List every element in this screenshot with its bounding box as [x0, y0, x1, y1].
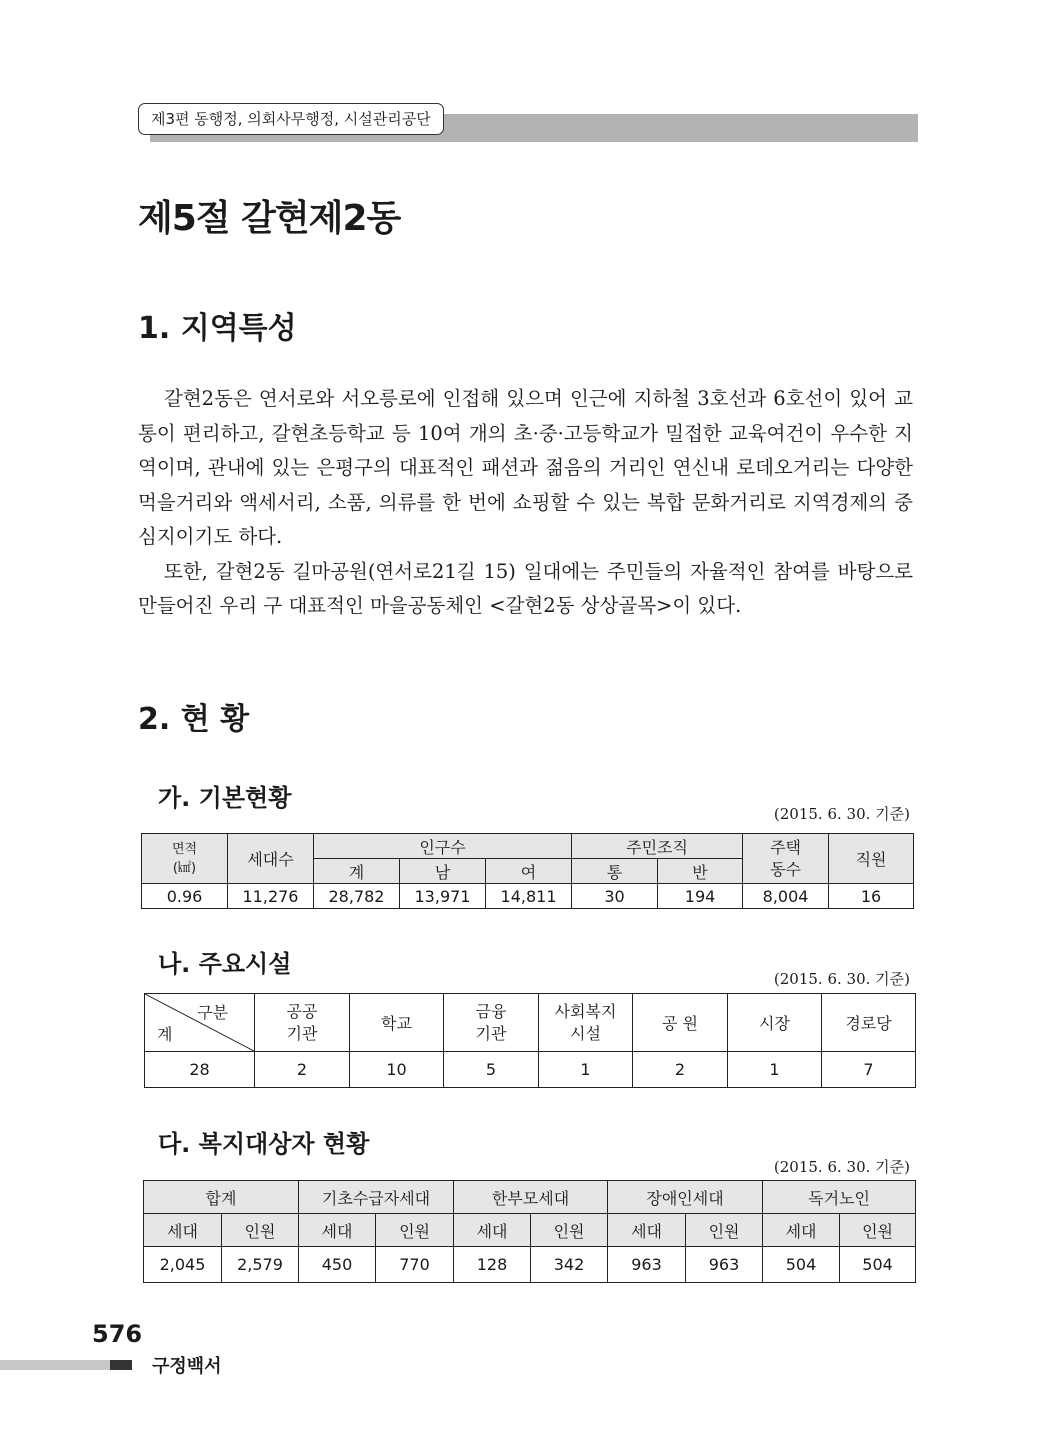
footer-book-title: 구정백서	[152, 1356, 222, 1377]
header-line: 시설	[570, 1023, 601, 1043]
table-cell: 0.96	[142, 884, 228, 909]
header-markets: 시장	[728, 994, 822, 1052]
heading-status: 2. 현 황	[138, 702, 250, 737]
table-cell: 2	[633, 1052, 728, 1088]
table-cell: 11,276	[228, 884, 314, 909]
subheading-basic-status: 가. 기본현황	[158, 784, 292, 812]
header-pop-male: 남	[400, 859, 486, 884]
table-cell: 2	[255, 1052, 350, 1088]
sub-header-persons: 인원	[376, 1214, 454, 1247]
group-header-single-parent: 한부모세대	[454, 1181, 608, 1214]
header-public-institutions	[255, 994, 350, 1052]
header-area-label: 면적	[171, 841, 198, 857]
table-cell: 7	[822, 1052, 916, 1088]
sub-header-persons: 인원	[686, 1214, 763, 1247]
table-cell: 13,971	[400, 884, 486, 909]
table-cell: 504	[763, 1247, 840, 1283]
sub-header-persons: 인원	[840, 1214, 916, 1247]
header-area	[142, 834, 228, 884]
heading-regional-characteristics: 1. 지역특성	[138, 311, 297, 346]
header-housing	[743, 834, 829, 884]
header-tong: 통	[572, 859, 658, 884]
table-cell: 2,045	[144, 1247, 222, 1283]
welfare-recipients-table	[143, 1180, 916, 1283]
header-welfare-facilities	[539, 994, 633, 1052]
sub-header-households: 세대	[299, 1214, 376, 1247]
corner-category-label: 구분	[197, 1003, 228, 1022]
header-pop-total: 계	[314, 859, 400, 884]
table-cell: 128	[454, 1247, 531, 1283]
header-housing-line1: 주택	[770, 837, 801, 857]
table-cell: 194	[658, 884, 743, 909]
sub-header-households: 세대	[144, 1214, 222, 1247]
sub-header-persons: 인원	[222, 1214, 299, 1247]
group-header-basic-livelihood: 기초수급자세대	[299, 1181, 454, 1214]
subheading-welfare-recipients: 다. 복지대상자 현황	[158, 1130, 370, 1158]
table-cell: 342	[531, 1247, 608, 1283]
table-cell: 14,811	[486, 884, 572, 909]
group-header-elderly-living-alone: 독거노인	[763, 1181, 916, 1214]
sub-header-households: 세대	[763, 1214, 840, 1247]
table-cell: 16	[829, 884, 914, 909]
running-header: 제3편 동행정, 의회사무행정, 시설관리공단	[138, 103, 444, 135]
header-housing-line2: 동수	[770, 859, 801, 879]
corner-header-cell	[145, 994, 255, 1052]
table-cell: 8,004	[743, 884, 829, 909]
header-senior-centers: 경로당	[822, 994, 916, 1052]
header-line: 금융	[475, 1001, 507, 1021]
table-cell: 2,579	[222, 1247, 299, 1283]
header-pop-female: 여	[486, 859, 572, 884]
header-ban: 반	[658, 859, 743, 884]
paragraph: 또한, 갈현2동 길마공원(연서로21길 15) 일대에는 주민들의 자율적인 참여를 바탕으로 만들어진 우리 구 대표적인 마을공동체인 <갈현2동 상상골목>이 있다.	[138, 559, 913, 617]
basic-status-table	[141, 833, 914, 909]
header-line: 공공	[286, 1001, 318, 1021]
sub-header-persons: 인원	[531, 1214, 608, 1247]
body-text	[138, 382, 913, 624]
header-population: 인구수	[314, 834, 572, 859]
header-line: 기관	[475, 1023, 507, 1043]
group-header-disabled: 장애인세대	[608, 1181, 763, 1214]
header-line: 기관	[286, 1023, 318, 1043]
header-schools: 학교	[350, 994, 444, 1052]
header-financial-institutions	[444, 994, 539, 1052]
table-cell: 5	[444, 1052, 539, 1088]
subheading-major-facilities: 나. 주요시설	[158, 950, 292, 978]
section-title: 제5절 갈현제2동	[138, 198, 401, 239]
header-parks: 공 원	[633, 994, 728, 1052]
paragraph: 갈현2동은 연서로와 서오릉로에 인접해 있으며 인근에 지하철 3호선과 6호선이 있어 교통이 편리하고, 갈현초등학교 등 10여 개의 초·중·고등학교가 밀접한 교육여건이 우수한 지역이며, 관내에 있는 은평구의 대표적인 패션과 젊음의 거리인 연신내 로데오거리는 다양한 먹을거리와 액세서리, 소품, 의류를 한 번에 쇼핑할 수 있는 복합 문화거리로 지역경제의 중심지이기도 하다.	[138, 387, 913, 548]
header-staff: 직원	[829, 834, 914, 884]
table-cell: 1	[539, 1052, 633, 1088]
table-cell: 10	[350, 1052, 444, 1088]
footer-marker	[110, 1360, 132, 1370]
table-cell: 450	[299, 1247, 376, 1283]
header-households: 세대수	[228, 834, 314, 884]
sub-header-households: 세대	[608, 1214, 686, 1247]
major-facilities-table	[144, 993, 916, 1088]
table-cell: 504	[840, 1247, 916, 1283]
reference-date-note: (2015. 6. 30. 기준)	[773, 805, 910, 823]
reference-date-note: (2015. 6. 30. 기준)	[773, 1158, 910, 1176]
corner-total-label: 계	[157, 1025, 173, 1044]
table-cell: 28	[145, 1052, 255, 1088]
header-area-unit: (㎢)	[172, 860, 197, 876]
group-header-total: 합계	[144, 1181, 299, 1214]
header-line: 사회복지	[554, 1001, 617, 1021]
page-number: 576	[92, 1320, 143, 1348]
table-cell: 1	[728, 1052, 822, 1088]
table-cell: 30	[572, 884, 658, 909]
sub-header-households: 세대	[454, 1214, 531, 1247]
table-cell: 770	[376, 1247, 454, 1283]
reference-date-note: (2015. 6. 30. 기준)	[773, 970, 910, 988]
table-cell: 28,782	[314, 884, 400, 909]
footer-bar	[0, 1360, 110, 1370]
table-cell: 963	[686, 1247, 763, 1283]
table-cell: 963	[608, 1247, 686, 1283]
header-resident-org: 주민조직	[572, 834, 743, 859]
